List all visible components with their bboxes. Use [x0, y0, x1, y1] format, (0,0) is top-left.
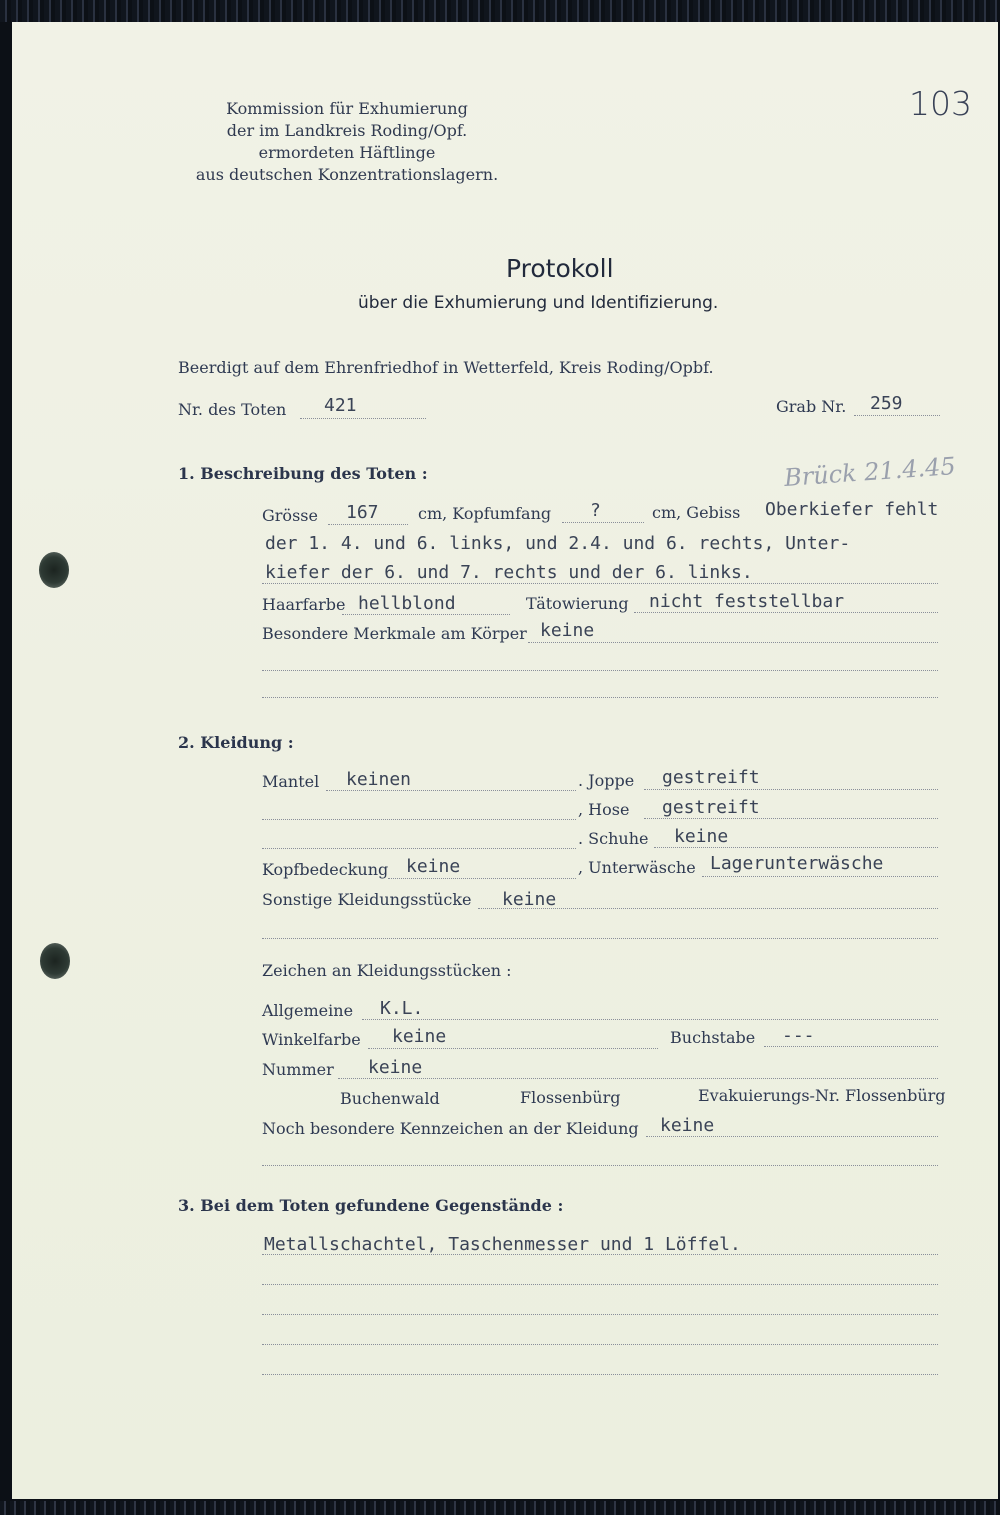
letter-value: --- [782, 1025, 815, 1046]
jacket-label: . Joppe [578, 771, 635, 790]
coat-label: Mantel [262, 772, 320, 791]
trousers-value: gestreift [662, 797, 760, 818]
institution-header [182, 98, 512, 186]
evacuation-number-label: Evakuierungs-Nr. Flossenbürg [698, 1086, 946, 1105]
institution-line: Kommission für Exhumierung [226, 99, 468, 118]
size-label: Grösse [262, 506, 318, 525]
shoes-label: . Schuhe [578, 829, 649, 848]
underwear-value: Lagerunterwäsche [710, 853, 884, 874]
badge-color-value: keine [392, 1026, 447, 1047]
body-marks-value: keine [540, 620, 595, 641]
number-value: keine [368, 1057, 423, 1078]
letter-label: Buchstabe [670, 1028, 756, 1047]
page-number: 103 [909, 84, 972, 123]
scan-bottom-border [0, 1501, 1000, 1515]
document-page [12, 22, 998, 1499]
size-value: 167 [346, 502, 379, 523]
punch-hole [39, 552, 69, 588]
handwritten-note: Brück 21.4.45 [783, 452, 957, 492]
grave-number-value: 259 [870, 393, 903, 414]
teeth-value: Oberkiefer fehlt [765, 499, 939, 520]
special-marks-value: keine [660, 1115, 715, 1136]
section-1-heading: 1. Beschreibung des Toten : [178, 464, 428, 483]
document-subtitle: über die Exhumierung und Identifizierung. [358, 293, 719, 313]
headwear-label: Kopfbedeckung [262, 860, 389, 879]
head-circumference-value: ? [590, 500, 601, 521]
burial-line: Beerdigt auf dem Ehrenfriedhof in Wetterfeld, Kreis Roding/Opbf. [178, 358, 714, 377]
dead-number-value: 421 [324, 395, 357, 416]
scan-top-border [0, 0, 1000, 22]
general-value: K.L. [380, 998, 424, 1019]
other-clothing-value: keine [502, 889, 557, 910]
hair-color-value: hellblond [358, 593, 456, 614]
dead-number-label: Nr. des Toten [178, 400, 287, 419]
grave-number-label: Grab Nr. [776, 397, 847, 416]
section-2-heading: 2. Kleidung : [178, 733, 294, 752]
shoes-value: keine [674, 826, 729, 847]
tattoo-label: Tätowierung [526, 594, 629, 613]
institution-line: der im Landkreis Roding/Opf. [226, 121, 468, 140]
punch-hole [40, 943, 70, 979]
tattoo-value: nicht feststellbar [649, 591, 845, 612]
hair-color-label: Haarfarbe [262, 595, 346, 614]
coat-value: keinen [346, 769, 412, 790]
institution-line: ermordeten Häftlinge [258, 143, 436, 162]
section-3-heading: 3. Bei dem Toten gefundene Gegenstände : [178, 1196, 564, 1215]
badge-color-label: Winkelfarbe [262, 1030, 361, 1049]
jacket-value: gestreift [662, 767, 760, 788]
institution-line: aus deutschen Konzentrationslagern. [195, 165, 499, 184]
other-clothing-label: Sonstige Kleidungsstücke [262, 890, 472, 909]
camp-buchenwald-label: Buchenwald [340, 1089, 440, 1108]
head-circumference-label: cm, Kopfumfang [418, 504, 552, 523]
clothing-marks-heading: Zeichen an Kleidungsstücken : [262, 961, 512, 980]
camp-flossenburg-label: Flossenbürg [520, 1088, 621, 1107]
teeth-line-3: kiefer der 6. und 7. rechts und der 6. links. [265, 562, 753, 583]
underwear-label: , Unterwäsche [578, 858, 696, 877]
body-marks-label: Besondere Merkmale am Körper [262, 624, 527, 643]
teeth-line-2: der 1. 4. und 6. links, und 2.4. und 6. rechts, Unter- [265, 533, 851, 554]
general-label: Allgemeine [262, 1001, 354, 1020]
document-title: Protokoll [506, 254, 614, 283]
trousers-label: , Hose [578, 800, 630, 819]
number-label: Nummer [262, 1060, 334, 1079]
found-items-value: Metallschachtel, Taschenmesser und 1 Löffel. [264, 1234, 741, 1255]
teeth-label: cm, Gebiss [652, 503, 741, 522]
headwear-value: keine [406, 856, 461, 877]
special-marks-label: Noch besondere Kennzeichen an der Kleidung [262, 1119, 639, 1138]
